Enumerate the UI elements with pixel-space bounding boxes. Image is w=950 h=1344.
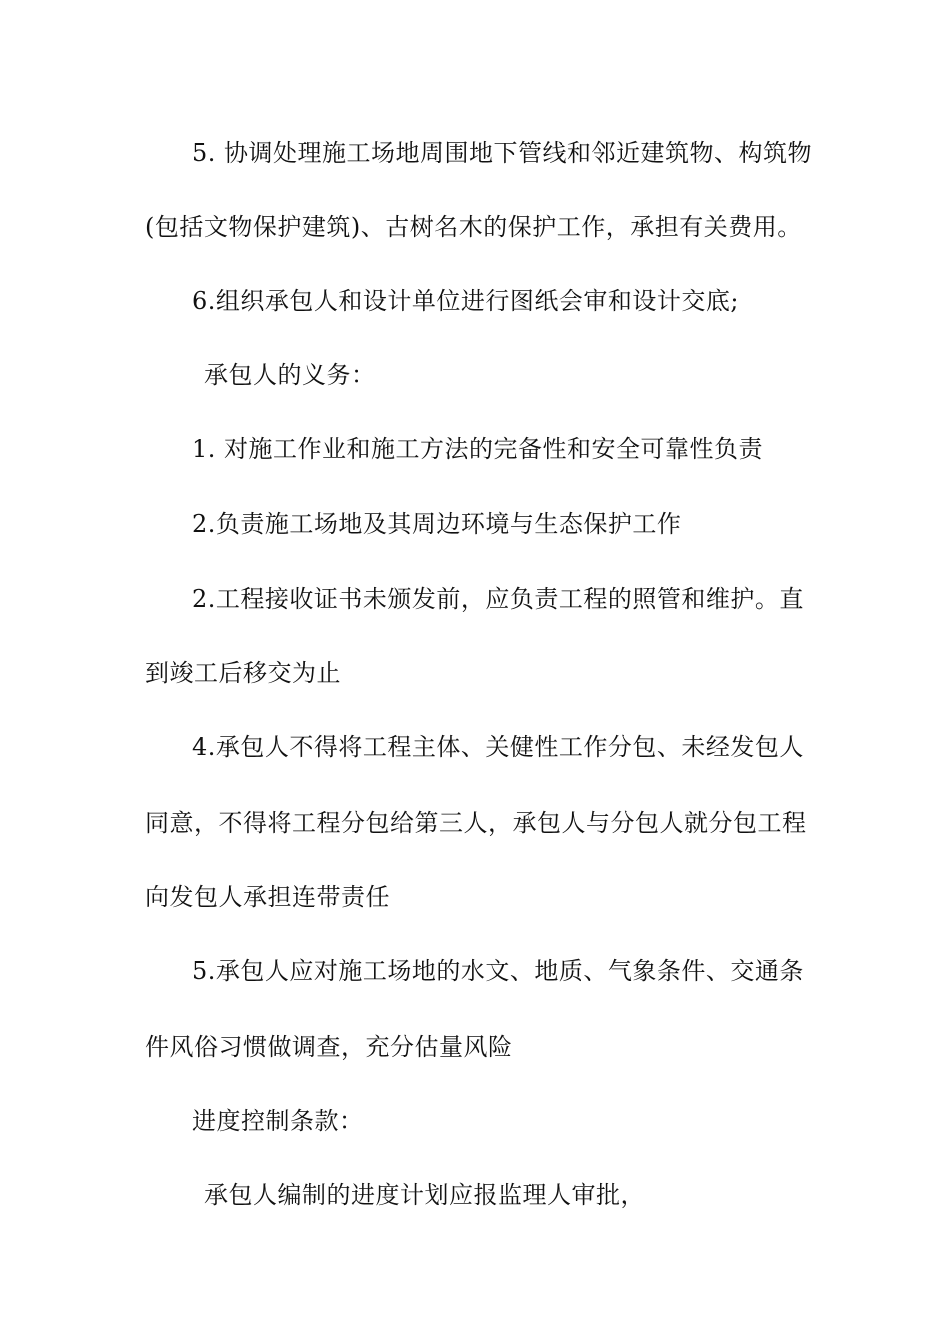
section-heading: 进度控制条款：	[192, 1107, 364, 1135]
text-line: 1. 对施工作业和施工方法的完备性和安全可靠性负责	[192, 435, 764, 463]
text-line: 同意，不得将工程分包给第三人，承包人与分包人就分包工程	[145, 809, 807, 837]
text-line: 5. 协调处理施工场地周围地下管线和邻近建筑物、构筑物	[192, 139, 813, 167]
text-line: 4.承包人不得将工程主体、关健性工作分包、未经发包人	[192, 733, 804, 761]
text-line: 5.承包人应对施工场地的水文、地质、气象条件、交通条	[192, 957, 804, 985]
text-line: 承包人编制的进度计划应报监理人审批，	[204, 1181, 645, 1209]
section-heading: 承包人的义务：	[204, 361, 376, 389]
text-line: 2.负责施工场地及其周边环境与生态保护工作	[192, 510, 682, 538]
text-line: 件风俗习惯做调查，充分估量风险	[145, 1033, 513, 1061]
text-line: 到竣工后移交为止	[145, 659, 341, 687]
text-line: 6.组织承包人和设计单位进行图纸会审和设计交底;	[192, 287, 739, 315]
text-line: 向发包人承担连带责任	[145, 883, 390, 911]
text-line: (包括文物保护建筑)、古树名木的保护工作，承担有关费用。	[145, 213, 802, 241]
text-line: 2.工程接收证书未颁发前，应负责工程的照管和维护。直	[192, 585, 804, 613]
